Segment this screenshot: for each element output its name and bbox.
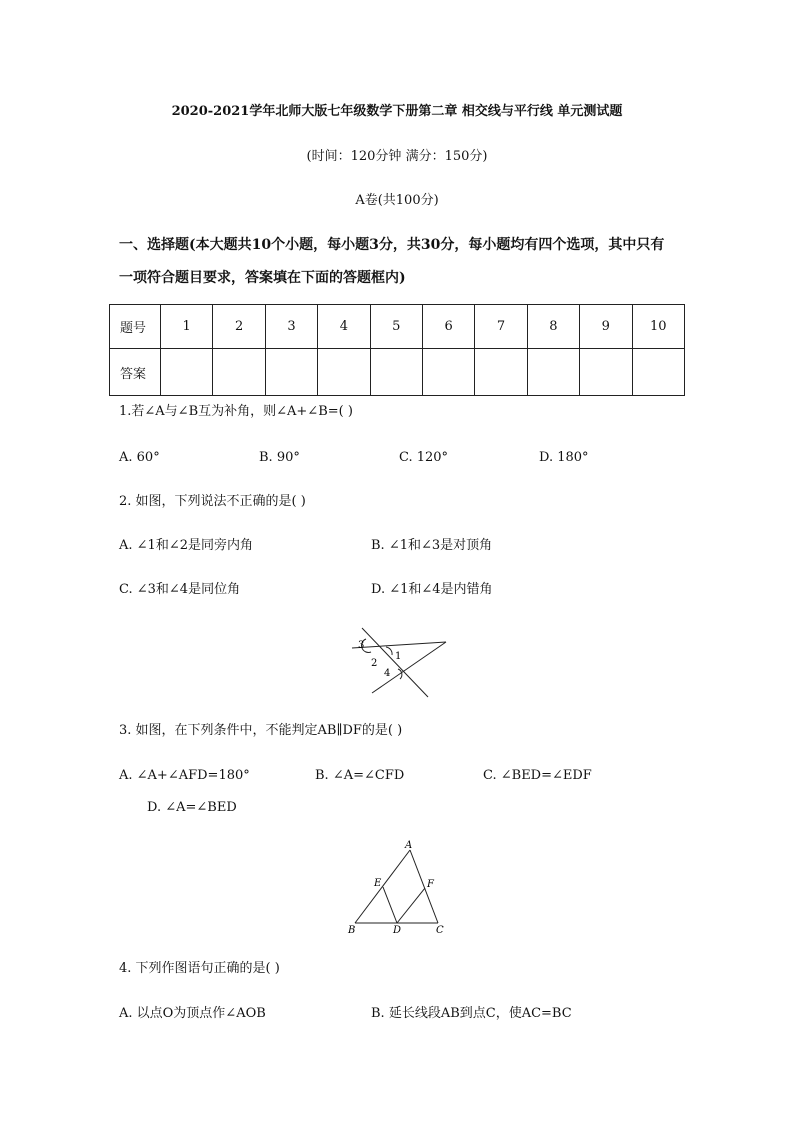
- question-number-cell: 9: [580, 305, 632, 349]
- question-4-option-a: A. 以点O为顶点作∠AOB: [119, 1006, 266, 1021]
- table-header-cell: 答案: [110, 349, 161, 396]
- figure-line: [352, 642, 446, 648]
- section-heading-line1: 一、选择题(本大题共10个小题，每小题3分，共30分，每小题均有四个选项，其中只有: [119, 237, 665, 253]
- question-2-stem: 2. 如图，下列说法不正确的是( ): [119, 494, 306, 509]
- answer-cell[interactable]: [213, 349, 265, 396]
- figure-label: E: [374, 878, 382, 889]
- answer-cell[interactable]: [580, 349, 632, 396]
- question-3-option-d: D. ∠A=∠BED: [147, 800, 237, 815]
- figure-label: C: [436, 925, 444, 936]
- answer-cell[interactable]: [422, 349, 474, 396]
- question-1-stem: 1.若∠A与∠B互为补角，则∠A+∠B=( ): [119, 404, 353, 419]
- answer-cell[interactable]: [265, 349, 317, 396]
- exam-time-info: (时间：120分钟 满分：150分): [306, 149, 488, 164]
- question-3-option-a: A. ∠A+∠AFD=180°: [119, 768, 250, 783]
- answer-cell[interactable]: [475, 349, 527, 396]
- question-2-option-b: B. ∠1和∠3是对顶角: [371, 538, 493, 553]
- question-number-cell: 5: [370, 305, 422, 349]
- question-3-option-c: C. ∠BED=∠EDF: [483, 768, 592, 783]
- figure-label: D: [393, 925, 402, 936]
- figure-label: 2: [371, 658, 378, 669]
- question-1-option-c: C. 120°: [399, 450, 449, 465]
- question-number-cell: 3: [265, 305, 317, 349]
- question-2-figure: [340, 625, 456, 700]
- answer-cell[interactable]: [318, 349, 370, 396]
- question-3-option-b: B. ∠A=∠CFD: [315, 768, 405, 783]
- question-2-option-a: A. ∠1和∠2是同旁内角: [119, 538, 253, 553]
- answer-cell[interactable]: [161, 349, 213, 396]
- question-3-figure: [345, 837, 450, 937]
- question-number-cell: 4: [318, 305, 370, 349]
- question-1-option-b: B. 90°: [259, 450, 300, 465]
- table-row: [110, 305, 685, 349]
- question-number-cell: 6: [422, 305, 474, 349]
- triangle-side-ab: [355, 850, 410, 923]
- figure-label: B: [348, 925, 356, 936]
- answer-table: [109, 304, 685, 396]
- question-2-option-c: C. ∠3和∠4是同位角: [119, 582, 241, 597]
- figure-label: 4: [384, 668, 391, 679]
- question-number-cell: 7: [475, 305, 527, 349]
- segment-ed: [383, 887, 397, 923]
- question-4-option-b: B. 延长线段AB到点C，使AC=BC: [371, 1006, 572, 1021]
- question-number-cell: 1: [161, 305, 213, 349]
- question-1-option-d: D. 180°: [539, 450, 589, 465]
- figure-label: 1: [395, 651, 402, 662]
- figure-label: 3: [358, 640, 365, 651]
- figure-label: A: [405, 840, 413, 851]
- question-3-stem: 3. 如图，在下列条件中，不能判定AB∥DF的是( ): [119, 723, 403, 738]
- answer-cell[interactable]: [370, 349, 422, 396]
- question-number-cell: 8: [527, 305, 579, 349]
- table-header-cell: 题号: [110, 305, 161, 349]
- section-heading-line2: 一项符合题目要求，答案填在下面的答题框内): [119, 270, 406, 286]
- volume-label: A卷(共100分): [355, 193, 439, 208]
- question-1-option-a: A. 60°: [119, 450, 160, 465]
- question-4-stem: 4. 下列作图语句正确的是( ): [119, 961, 280, 976]
- page-title: 2020-2021学年北师大版七年级数学下册第二章 相交线与平行线 单元测试题: [171, 104, 623, 119]
- segment-df: [397, 888, 425, 923]
- figure-label: F: [427, 879, 434, 890]
- table-row: [110, 349, 685, 396]
- question-number-cell: 2: [213, 305, 265, 349]
- answer-cell[interactable]: [632, 349, 684, 396]
- answer-cell[interactable]: [527, 349, 579, 396]
- question-2-option-d: D. ∠1和∠4是内错角: [371, 582, 493, 597]
- question-number-cell: 10: [632, 305, 684, 349]
